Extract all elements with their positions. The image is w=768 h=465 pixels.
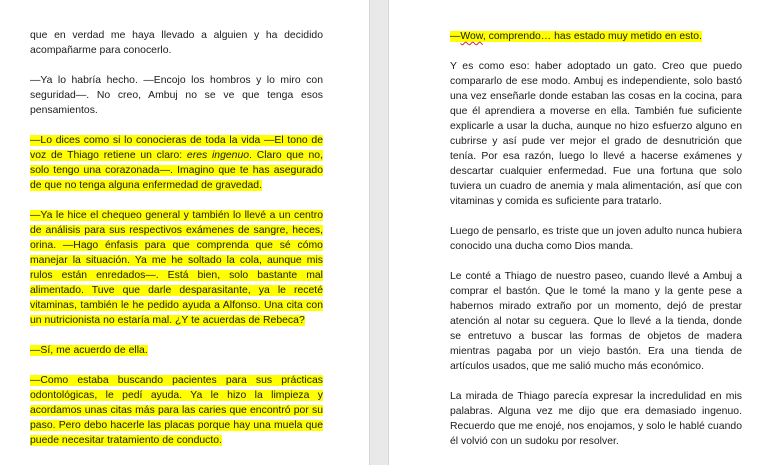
paragraph: —Ya lo habría hecho. —Encojo los hombros y lo miro con seguridad—. No creo, Ambuj no se ve que tenga esos pensamientos. xyxy=(30,75,323,116)
text-run: . Claro que no, solo tengo una corazonada—. Imagino que te has asegurado de que no tenga alguna enfermedad de gravedad. xyxy=(30,150,323,191)
highlighted-paragraph xyxy=(30,133,323,193)
text-run: —Lo dices como si lo conocieras de toda la vida —El tono de voz de Thiago retiene un claro: xyxy=(30,135,323,161)
left-page xyxy=(30,0,323,465)
highlighted-paragraph: —Sí, me acuerdo de ella. xyxy=(30,345,148,356)
text-run: — xyxy=(450,31,461,42)
spellcheck-underlined-word: Wow xyxy=(460,31,483,42)
right-page xyxy=(450,0,742,465)
text-run: , comprendo… has estado muy metido en esto. xyxy=(482,31,702,42)
paragraph: Y es como eso: haber adoptado un gato. Creo que puedo compararlo de ese modo. Ambuj es independiente, solo bastó una vez enseñarle donde estaban las cosas en la cocina, para que él aprendiera a moverse en ella. También fue suficiente explicarle a usar la ducha, aunque no hizo esfuerzo alguno en cubrirse y así pude ver mejor el grado de desnutrición que tenía. Por esa razón, luego lo llevé a hacerse exámenes y descartar cualquier enfermedad. Fue una fortuna que solo tuviera un cuadro de anemia y mala alimentación, así que con vitaminas y comida es suficiente para tratarlo. xyxy=(450,61,742,207)
paragraph: que en verdad me haya llevado a alguien y ha decidido acompañarme para conocerlo. xyxy=(30,30,323,56)
highlighted-paragraph: —Ya le hice el chequeo general y también lo llevé a un centro de análisis para sus respectivos exámenes de sangre, heces, orina. —Hago énfasis para que comprenda que sé cómo manejar la situación. Ya me he soltado la cola, aunque mis rulos están enredados—. Está bien, solo bastante mal alimentado. Tuve que darle desparasitante, ya le receté vitaminas, también le he pedido ayuda a Alfonso. Una cita con un nutricionista no estaría mal. ¿Y te acuerdas de Rebeca? xyxy=(30,210,323,326)
highlighted-paragraph: —Como estaba buscando pacientes para sus prácticas odontológicas, le pedí ayuda. Ya le hizo la limpieza y acordamos unas citas más para las caries que encontró por su paso. Pero debo hacerle las placas porque hay una muela que puede necesitar tratamiento de conducto. xyxy=(30,375,323,446)
page-gutter xyxy=(369,0,389,465)
paragraph: Luego de pensarlo, es triste que un joven adulto nunca hubiera conocido una ducha como Dios manda. xyxy=(450,226,742,252)
paragraph: Le conté a Thiago de nuestro paseo, cuando llevé a Ambuj a comprar el bastón. Que le tomé la mano y la gente pese a habernos mirado extraño por un momento, dejó de prestar atención al notar su ceguera. Que lo llevé a la tienda, donde se entretuvo a buscar las formas de objetos de madera mientras pagaba por un viejo bastón. Era una tienda de artículos usados, que me salió mucho más económico. xyxy=(450,271,742,372)
italic-text: eres ingenuo xyxy=(186,150,250,161)
paragraph: La mirada de Thiago parecía expresar la incredulidad en mis palabras. Alguna vez me dijo que era demasiado ingenuo. Recuerdo que me enojé, nos enojamos, y solo le hablé cuando él volvió con un sudoku por resolver. xyxy=(450,391,742,447)
highlighted-paragraph xyxy=(450,29,742,44)
